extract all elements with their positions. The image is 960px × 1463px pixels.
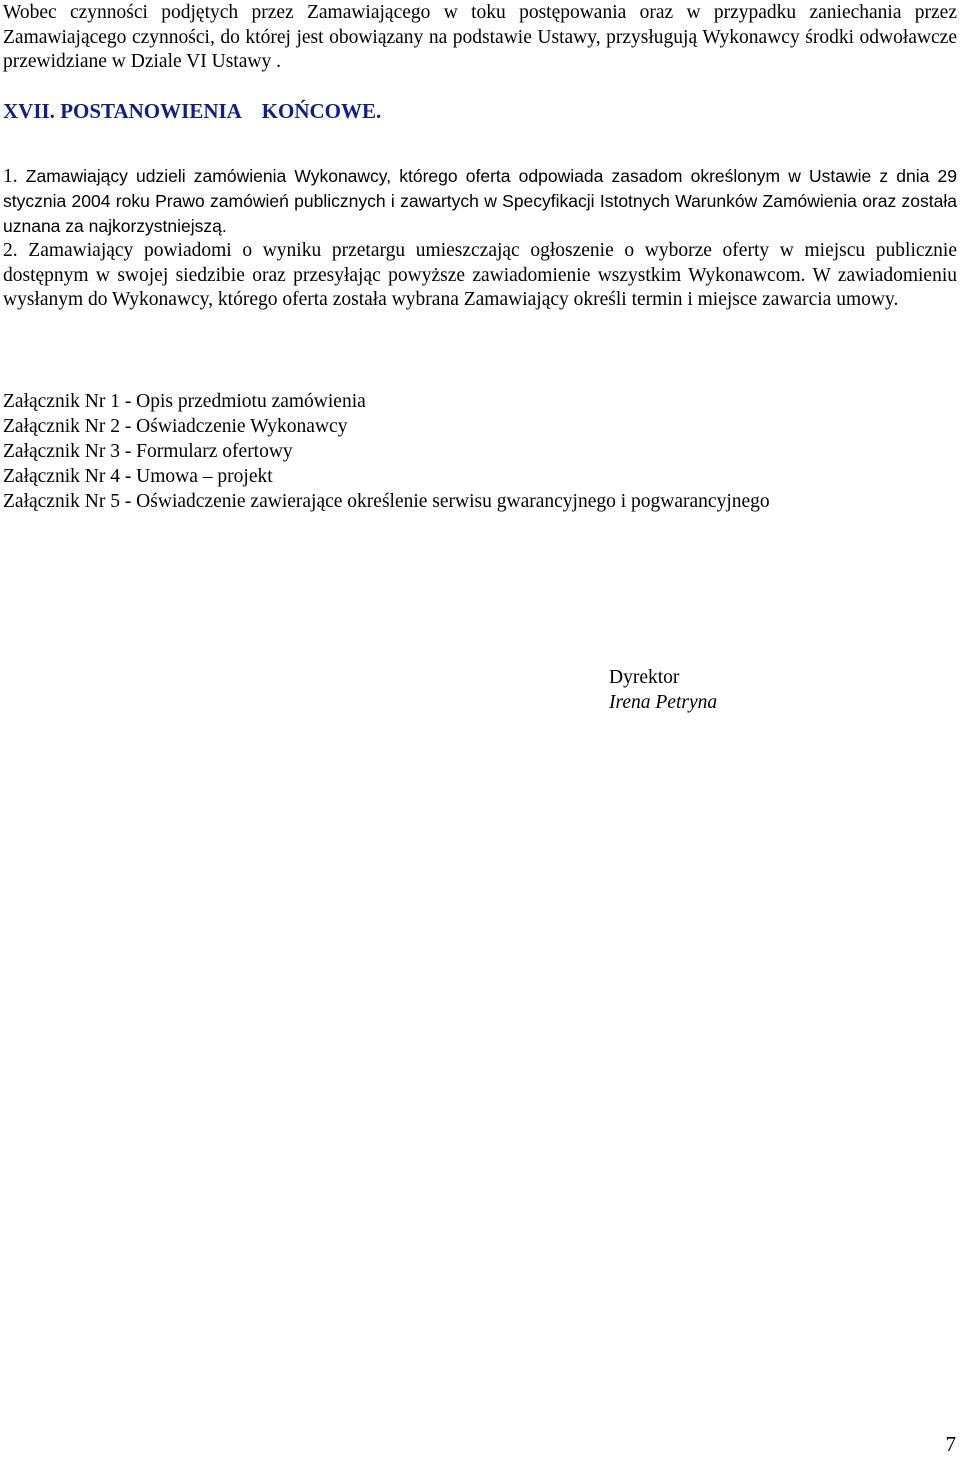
point-paragraph [3,164,957,239]
annex-item: Załącznik Nr 1 - Opis przedmiotu zamówienia [3,391,366,412]
page-number: 7 [945,1432,956,1456]
section-title: POSTANOWIENIA KOŃCOWE. [60,99,382,123]
point-text: Zamawiający powiadomi o wyniku przetargu umieszczając ogłoszenie o wyborze oferty w miejscu publicznie dostępnym w swojej siedzibie oraz przesyłając powyższe zawiadomienie wszystkim Wykonawcom. W zawiadomieniu wysłanym do Wykonawcy, którego oferta została wybrana Zamawiający określi termin i miejsce zawarcia umowy. [3,240,958,310]
annex-item: Załącznik Nr 3 - Formularz ofertowy [3,441,293,462]
point-paragraph [3,239,957,313]
annex-item: Załącznik Nr 5 - Oświadczenie zawierające określenie serwisu gwarancyjnego i pogwarancyjnego [3,491,770,512]
annex-list [3,389,770,514]
annex-item: Załącznik Nr 4 - Umowa – projekt [3,466,273,487]
annex-item: Załącznik Nr 2 - Oświadczenie Wykonawcy [3,416,348,437]
signature-role: Dyrektor [609,667,680,688]
section-number: XVII. [3,99,55,123]
intro-paragraph: Wobec czynności podjętych przez Zamawiającego w toku postępowania oraz w przypadku zaniechania przez Zamawiającego czynności, do której jest obowiązany na podstawie Ustawy, przysługują Wykonawcy środki odwoławcze przewidziane w Dziale VI Ustawy . [3,2,957,72]
point-number: 2. [3,240,18,261]
point-number: 1. [3,166,18,187]
point-text: Zamawiający udzieli zamówienia Wykonawcy, którego oferta odpowiada zasadom określonym w Ustawie z dnia 29 stycznia 2004 roku Prawo zamówień publicznych i zawartych w Specyfikacji Istotnych Warunków Zamówienia oraz została uznana za najkorzystniejszą. [3,166,957,236]
section-heading [3,98,381,124]
signature-block [609,665,717,715]
signature-name: Irena Petryna [609,692,718,713]
